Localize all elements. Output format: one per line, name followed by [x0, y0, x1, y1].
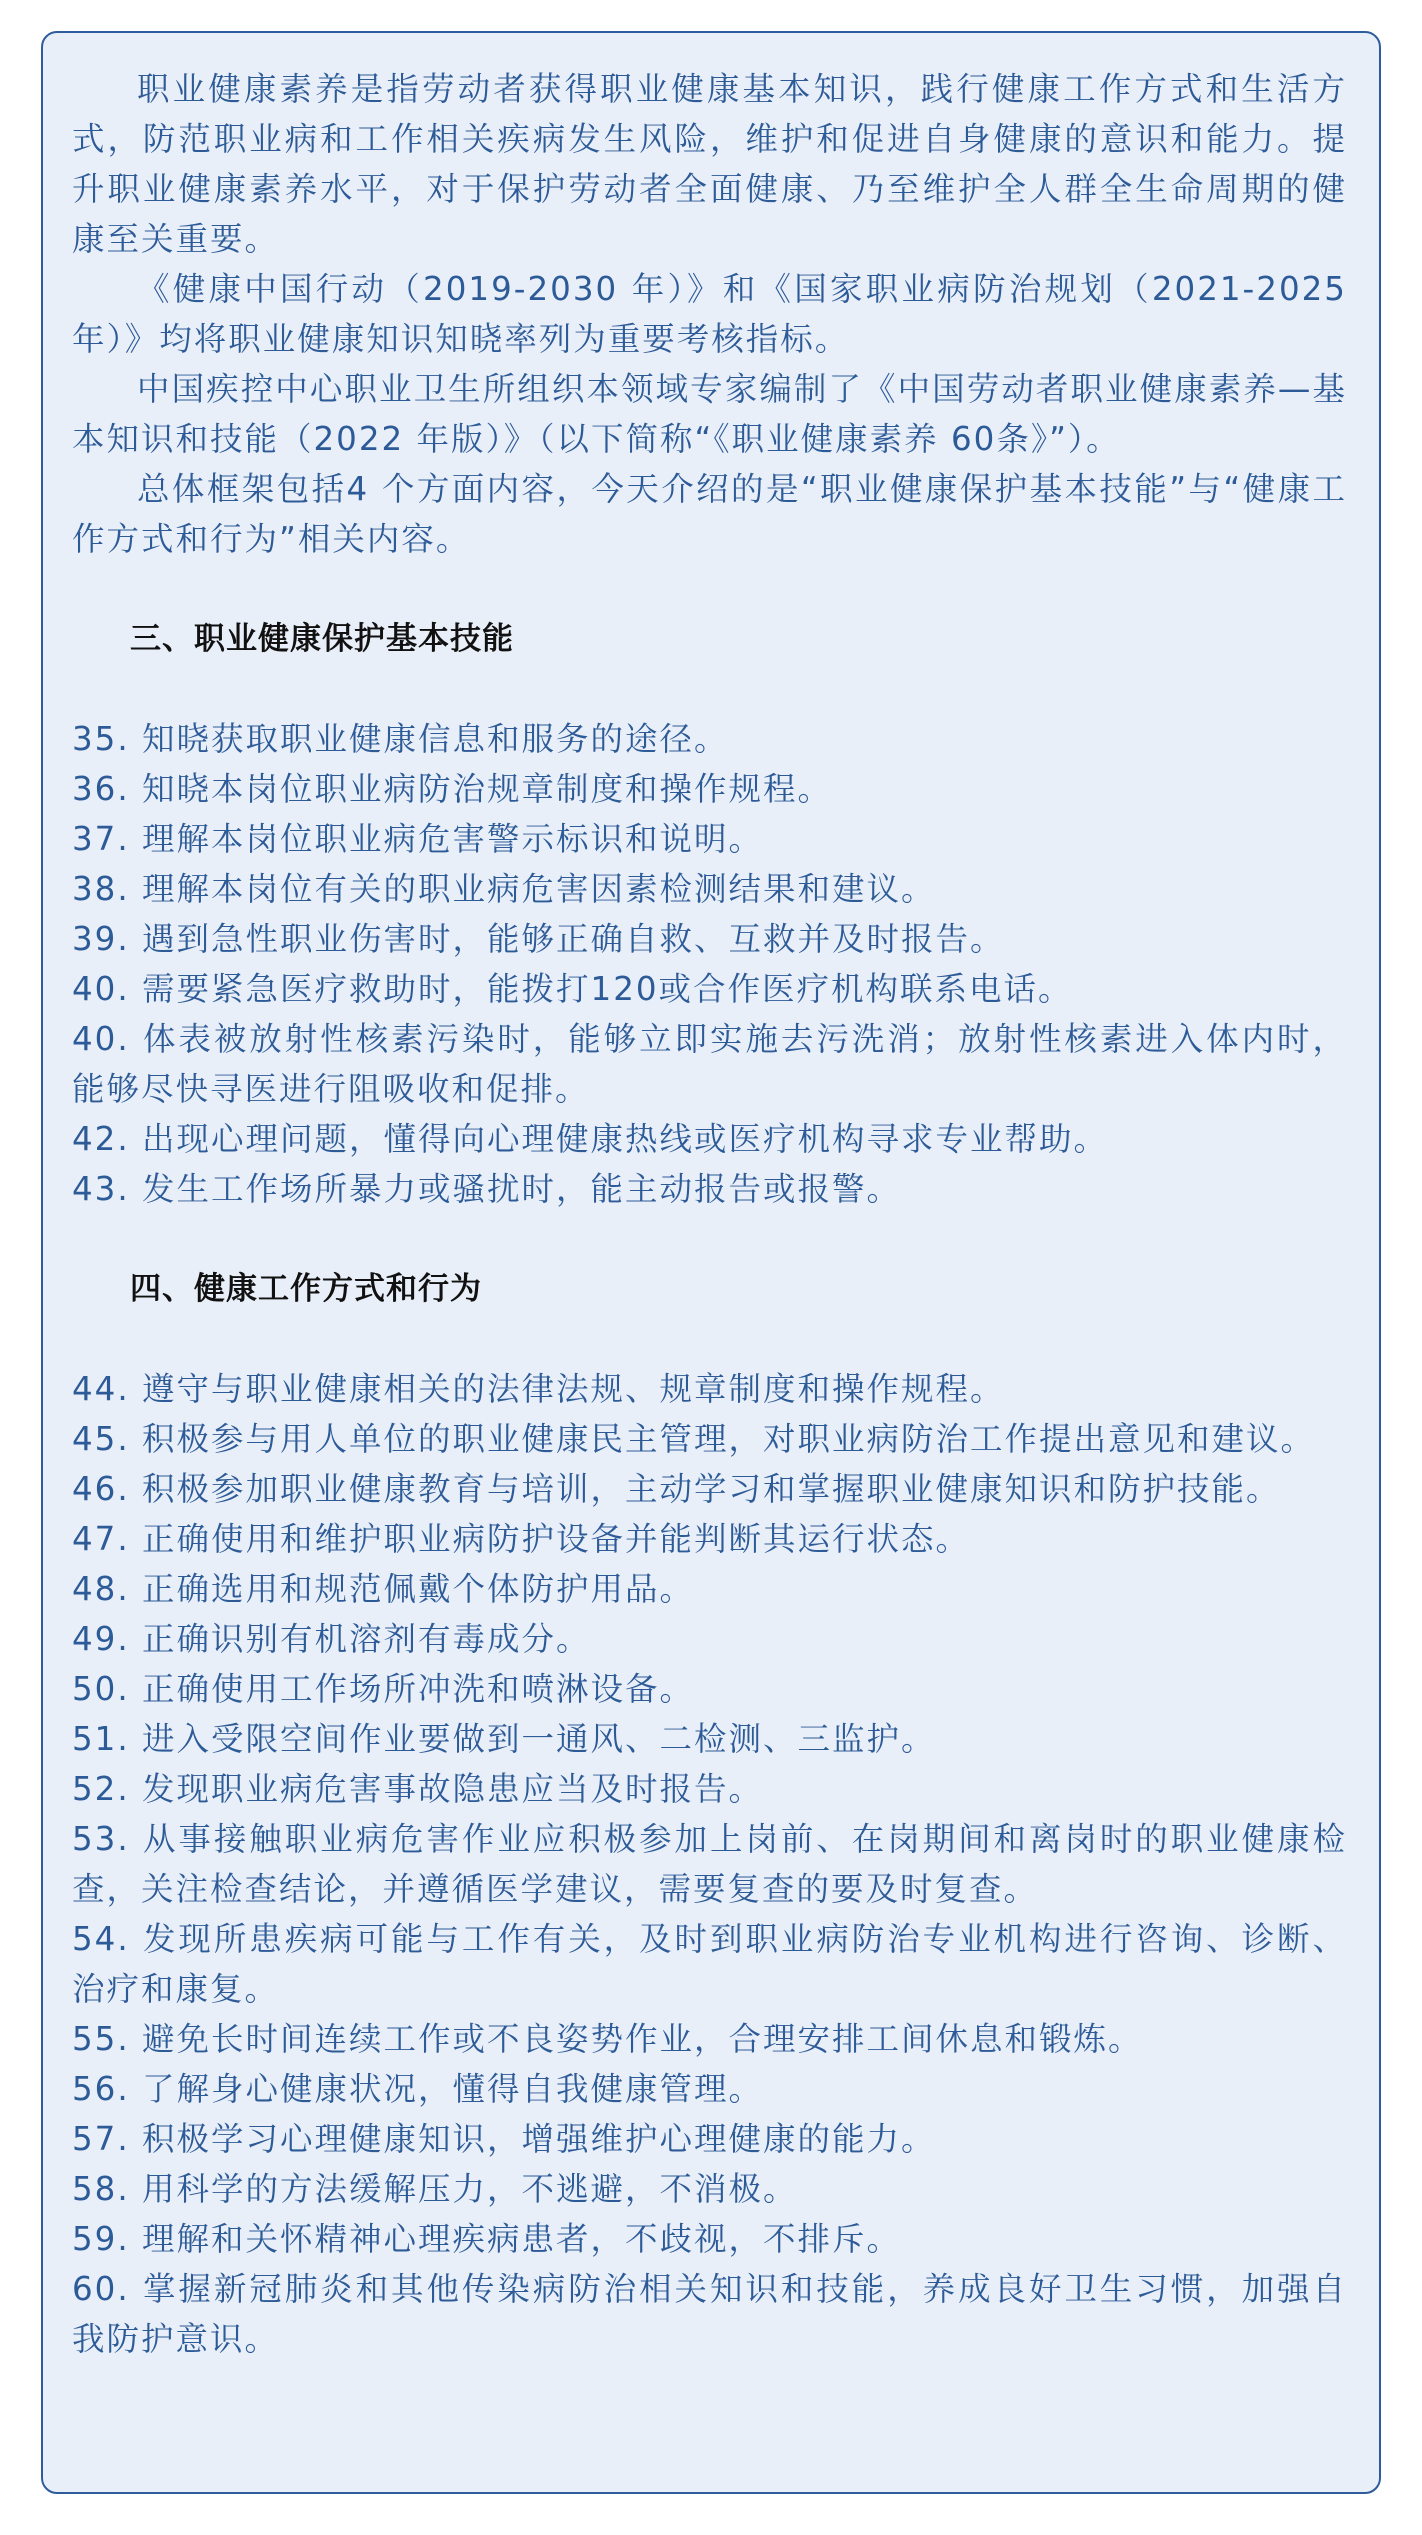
list-item: 53. 从事接触职业病危害作业应积极参加上岗前、在岗期间和离岗时的职业健康检查，关注检查结论，并遵循医学建议，需要复查的要及时复查。 — [72, 1820, 1347, 1908]
intro-paragraph: 中国疾控中心职业卫生所组织本领域专家编制了《中国劳动者职业健康素养—基本知识和技能（2022 年版）》（以下简称“《职业健康素养 60条》”）。 — [72, 370, 1347, 458]
intro-paragraph: 《健康中国行动（2019-2030 年）》和《国家职业病防治规划（2021-2025 年）》均将职业健康知识知晓率列为重要考核指标。 — [72, 270, 1347, 358]
intro-paragraph: 总体框架包括4 个方面内容，今天介绍的是“职业健康保护基本技能”与“健康工作方式和行为”相关内容。 — [72, 470, 1347, 558]
list-item: 47. 正确使用和维护职业病防护设备并能判断其运行状态。 — [72, 1520, 971, 1558]
list-item: 59. 理解和关怀精神心理疾病患者，不歧视，不排斥。 — [72, 2220, 902, 2258]
list-item: 48. 正确选用和规范佩戴个体防护用品。 — [72, 1570, 695, 1608]
list-item: 52. 发现职业病危害事故隐患应当及时报告。 — [72, 1770, 764, 1808]
list-item: 58. 用科学的方法缓解压力，不逃避，不消极。 — [72, 2170, 798, 2208]
list-item: 40. 需要紧急医疗救助时，能拨打120或合作医疗机构联系电话。 — [72, 970, 1073, 1008]
list-item: 39. 遇到急性职业伤害时，能够正确自救、互救并及时报告。 — [72, 920, 1005, 958]
section-3-list — [72, 714, 1347, 1214]
list-item: 45. 积极参与用人单位的职业健康民主管理，对职业病防治工作提出意见和建议。 — [72, 1420, 1316, 1458]
intro-paragraph: 职业健康素养是指劳动者获得职业健康基本知识，践行健康工作方式和生活方式，防范职业病和工作相关疾病发生风险，维护和促进自身健康的意识和能力。提升职业健康素养水平，对于保护劳动者全面健康、乃至维护全人群全生命周期的健康至关重要。 — [72, 70, 1347, 258]
intro-section — [72, 64, 1347, 564]
list-item: 36. 知晓本岗位职业病防治规章制度和操作规程。 — [72, 770, 833, 808]
list-item: 40. 体表被放射性核素污染时，能够立即实施去污洗消；放射性核素进入体内时，能够尽快寻医进行阻吸收和促排。 — [72, 1020, 1347, 1108]
list-item: 55. 避免长时间连续工作或不良姿势作业，合理安排工间休息和锻炼。 — [72, 2020, 1143, 2058]
list-item: 57. 积极学习心理健康知识，增强维护心理健康的能力。 — [72, 2120, 936, 2158]
section-4-list — [72, 1364, 1347, 2364]
list-item: 43. 发生工作场所暴力或骚扰时，能主动报告或报警。 — [72, 1170, 902, 1208]
list-item: 46. 积极参加职业健康教育与培训，主动学习和掌握职业健康知识和防护技能。 — [72, 1470, 1281, 1508]
list-item: 60. 掌握新冠肺炎和其他传染病防治相关知识和技能，养成良好卫生习惯，加强自我防护意识。 — [72, 2270, 1347, 2358]
list-item: 37. 理解本岗位职业病危害警示标识和说明。 — [72, 820, 764, 858]
section-3-heading: 三、职业健康保护基本技能 — [130, 621, 514, 657]
list-item: 44. 遵守与职业健康相关的法律法规、规章制度和操作规程。 — [72, 1370, 1005, 1408]
list-item: 51. 进入受限空间作业要做到一通风、二检测、三监护。 — [72, 1720, 936, 1758]
list-item: 42. 出现心理问题，懂得向心理健康热线或医疗机构寻求专业帮助。 — [72, 1120, 1109, 1158]
list-item: 38. 理解本岗位有关的职业病危害因素检测结果和建议。 — [72, 870, 936, 908]
list-item: 56. 了解身心健康状况，懂得自我健康管理。 — [72, 2070, 764, 2108]
list-item: 35. 知晓获取职业健康信息和服务的途径。 — [72, 720, 729, 758]
content-card — [41, 31, 1381, 2494]
list-item: 50. 正确使用工作场所冲洗和喷淋设备。 — [72, 1670, 695, 1708]
list-item: 49. 正确识别有机溶剂有毒成分。 — [72, 1620, 591, 1658]
section-4-heading: 四、健康工作方式和行为 — [130, 1271, 482, 1307]
list-item: 54. 发现所患疾病可能与工作有关，及时到职业病防治专业机构进行咨询、诊断、治疗和康复。 — [72, 1920, 1347, 2008]
